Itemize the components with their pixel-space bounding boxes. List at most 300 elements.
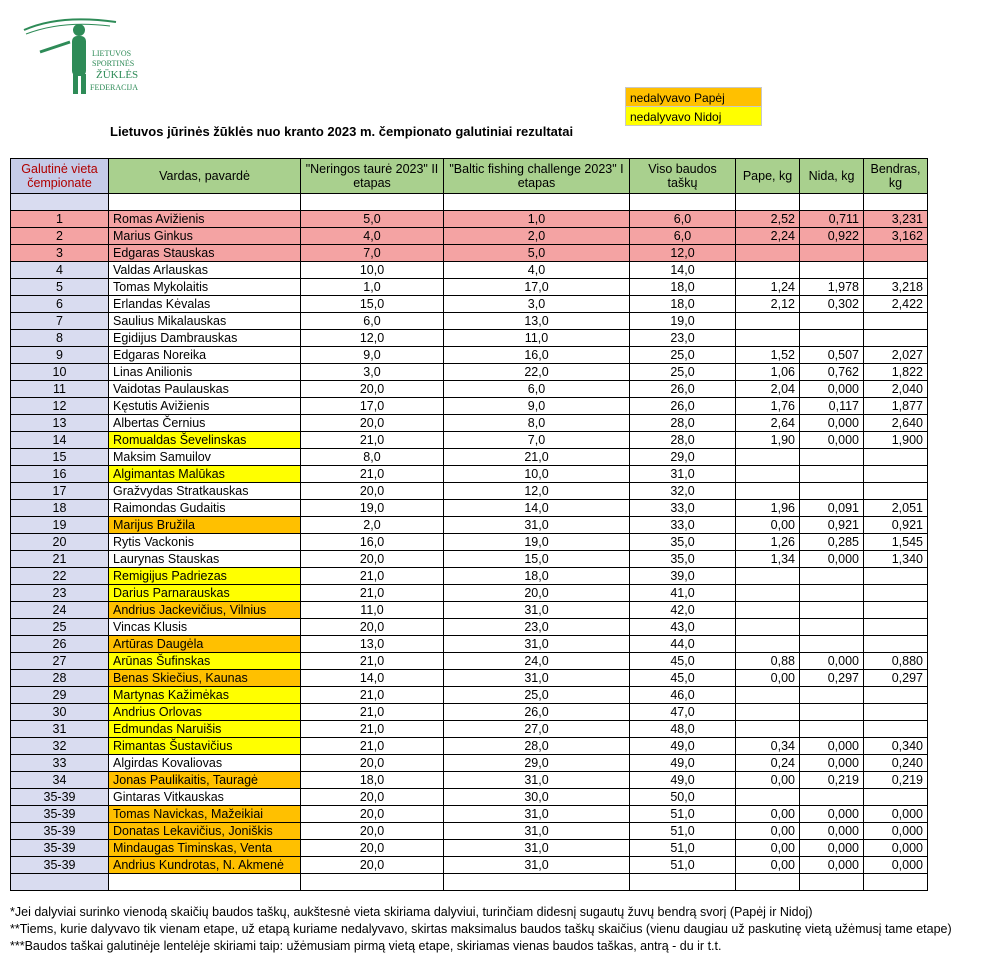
stage2-cell: 3,0 (301, 364, 444, 381)
total-kg-cell (864, 721, 928, 738)
table-row (11, 619, 928, 636)
name-cell: Edgaras Stauskas (109, 245, 301, 262)
table-row (11, 789, 928, 806)
total-points-cell: 51,0 (630, 823, 736, 840)
place-cell: 12 (11, 398, 109, 415)
table-row (11, 857, 928, 874)
total-kg-cell (864, 585, 928, 602)
stage1-cell: 31,0 (444, 823, 630, 840)
stage2-cell: 12,0 (301, 330, 444, 347)
stage1-cell: 1,0 (444, 211, 630, 228)
stage1-cell: 13,0 (444, 313, 630, 330)
place-cell: 20 (11, 534, 109, 551)
total-kg-cell: 1,877 (864, 398, 928, 415)
stage2-cell: 20,0 (301, 551, 444, 568)
name-cell: Edmundas Naruišis (109, 721, 301, 738)
table-row (11, 806, 928, 823)
total-points-cell: 33,0 (630, 517, 736, 534)
stage1-cell: 30,0 (444, 789, 630, 806)
stage1-cell: 31,0 (444, 670, 630, 687)
total-kg-cell: 2,051 (864, 500, 928, 517)
header-total-points: Viso baudos taškų (630, 159, 736, 194)
stage2-cell: 20,0 (301, 415, 444, 432)
pape-cell: 0,00 (736, 840, 800, 857)
pape-cell (736, 721, 800, 738)
place-cell: 17 (11, 483, 109, 500)
stage1-cell: 31,0 (444, 806, 630, 823)
total-kg-cell (864, 568, 928, 585)
total-points-cell: 46,0 (630, 687, 736, 704)
total-points-cell: 39,0 (630, 568, 736, 585)
nida-cell (800, 602, 864, 619)
header-stage1: "Baltic fishing challenge 2023" I etapas (444, 159, 630, 194)
stage2-cell: 20,0 (301, 483, 444, 500)
place-cell: 35-39 (11, 823, 109, 840)
pape-cell (736, 585, 800, 602)
pape-cell: 2,64 (736, 415, 800, 432)
place-cell: 35-39 (11, 789, 109, 806)
header-total-kg: Bendras, kg (864, 159, 928, 194)
stage1-cell: 31,0 (444, 517, 630, 534)
name-cell: Linas Anilionis (109, 364, 301, 381)
stage1-cell: 14,0 (444, 500, 630, 517)
stage1-cell: 7,0 (444, 432, 630, 449)
place-cell: 10 (11, 364, 109, 381)
stage2-cell: 21,0 (301, 432, 444, 449)
total-points-cell: 35,0 (630, 551, 736, 568)
total-kg-cell (864, 789, 928, 806)
footnote-2: **Tiems, kurie dalyvavo tik vienam etape, už etapą kuriame nedalyvavo, skirtas maksimalus baudos taškų skaičius (vienu daugiau už paskutinę vietą užėmusį tame etape) (10, 922, 952, 936)
pape-cell (736, 619, 800, 636)
place-cell: 24 (11, 602, 109, 619)
total-kg-cell: 1,822 (864, 364, 928, 381)
header-row (11, 159, 928, 194)
results-table (10, 158, 928, 891)
total-points-cell: 51,0 (630, 806, 736, 823)
total-points-cell: 6,0 (630, 228, 736, 245)
place-cell: 31 (11, 721, 109, 738)
table-row (11, 398, 928, 415)
pape-cell: 1,96 (736, 500, 800, 517)
stage2-cell: 20,0 (301, 619, 444, 636)
legend-yellow: nedalyvavo Nidoj (625, 106, 762, 126)
stage2-cell: 19,0 (301, 500, 444, 517)
table-row (11, 704, 928, 721)
logo-text-3: ŽŪKLĖS (96, 69, 139, 81)
footnotes (10, 904, 1000, 955)
stage2-cell: 11,0 (301, 602, 444, 619)
pape-cell (736, 704, 800, 721)
stage1-cell: 24,0 (444, 653, 630, 670)
total-kg-cell (864, 313, 928, 330)
stage2-cell: 15,0 (301, 296, 444, 313)
nida-cell: 0,000 (800, 755, 864, 772)
total-points-cell: 28,0 (630, 415, 736, 432)
pape-cell: 0,24 (736, 755, 800, 772)
total-points-cell: 12,0 (630, 245, 736, 262)
pape-cell (736, 262, 800, 279)
name-cell: Egidijus Dambrauskas (109, 330, 301, 347)
name-cell: Edgaras Noreika (109, 347, 301, 364)
pape-cell (736, 483, 800, 500)
stage1-cell: 12,0 (444, 483, 630, 500)
header-place: Galutinė vieta čempionate (11, 159, 109, 194)
total-kg-cell: 0,240 (864, 755, 928, 772)
name-cell: Laurynas Stauskas (109, 551, 301, 568)
nida-cell: 0,302 (800, 296, 864, 313)
total-points-cell: 29,0 (630, 449, 736, 466)
stage2-cell: 21,0 (301, 704, 444, 721)
stage2-cell: 14,0 (301, 670, 444, 687)
place-cell: 19 (11, 517, 109, 534)
name-cell: Martynas Kažimėkas (109, 687, 301, 704)
total-kg-cell (864, 602, 928, 619)
table-row (11, 670, 928, 687)
pape-cell: 1,06 (736, 364, 800, 381)
stage1-cell: 18,0 (444, 568, 630, 585)
nida-cell: 0,000 (800, 840, 864, 857)
table-row (11, 687, 928, 704)
nida-cell: 0,219 (800, 772, 864, 789)
total-kg-cell: 0,000 (864, 823, 928, 840)
pape-cell: 2,12 (736, 296, 800, 313)
stage1-cell: 22,0 (444, 364, 630, 381)
stage2-cell: 20,0 (301, 840, 444, 857)
stage1-cell: 25,0 (444, 687, 630, 704)
name-cell: Artūras Daugėla (109, 636, 301, 653)
nida-cell: 0,507 (800, 347, 864, 364)
nida-cell: 0,000 (800, 415, 864, 432)
place-cell: 25 (11, 619, 109, 636)
name-cell: Mindaugas Timinskas, Venta (109, 840, 301, 857)
total-points-cell: 26,0 (630, 381, 736, 398)
total-kg-cell: 0,000 (864, 857, 928, 874)
total-kg-cell: 2,422 (864, 296, 928, 313)
place-cell: 27 (11, 653, 109, 670)
name-cell: Romas Avižienis (109, 211, 301, 228)
header-pape: Pape, kg (736, 159, 800, 194)
table-row (11, 721, 928, 738)
nida-cell (800, 483, 864, 500)
nida-cell: 0,117 (800, 398, 864, 415)
stage1-cell: 31,0 (444, 772, 630, 789)
name-cell: Valdas Arlauskas (109, 262, 301, 279)
place-cell: 33 (11, 755, 109, 772)
name-cell: Arūnas Šufinskas (109, 653, 301, 670)
pape-cell: 0,00 (736, 806, 800, 823)
place-cell: 34 (11, 772, 109, 789)
nida-cell (800, 262, 864, 279)
pape-cell (736, 602, 800, 619)
total-points-cell: 51,0 (630, 857, 736, 874)
pape-cell: 0,00 (736, 823, 800, 840)
total-kg-cell (864, 619, 928, 636)
name-cell: Algirdas Kovaliovas (109, 755, 301, 772)
table-row (11, 313, 928, 330)
table-row (11, 534, 928, 551)
place-cell: 3 (11, 245, 109, 262)
total-kg-cell: 2,027 (864, 347, 928, 364)
pape-cell (736, 330, 800, 347)
total-points-cell: 33,0 (630, 500, 736, 517)
name-cell: Vaidotas Paulauskas (109, 381, 301, 398)
nida-cell (800, 619, 864, 636)
nida-cell: 0,000 (800, 551, 864, 568)
pape-cell (736, 568, 800, 585)
pape-cell (736, 466, 800, 483)
table-row (11, 330, 928, 347)
stage2-cell: 6,0 (301, 313, 444, 330)
stage1-cell: 31,0 (444, 840, 630, 857)
pape-cell: 1,26 (736, 534, 800, 551)
nida-cell: 0,297 (800, 670, 864, 687)
name-cell: Albertas Černius (109, 415, 301, 432)
pape-cell: 0,00 (736, 517, 800, 534)
pape-cell: 1,76 (736, 398, 800, 415)
pape-cell: 0,00 (736, 772, 800, 789)
total-points-cell: 42,0 (630, 602, 736, 619)
stage1-cell: 27,0 (444, 721, 630, 738)
spacer-row-top (11, 194, 928, 211)
total-points-cell: 43,0 (630, 619, 736, 636)
name-cell: Andrius Orlovas (109, 704, 301, 721)
table-row (11, 636, 928, 653)
total-kg-cell: 0,921 (864, 517, 928, 534)
name-cell: Algimantas Malūkas (109, 466, 301, 483)
total-points-cell: 28,0 (630, 432, 736, 449)
stage1-cell: 26,0 (444, 704, 630, 721)
nida-cell: 0,091 (800, 500, 864, 517)
name-cell: Gintaras Vitkauskas (109, 789, 301, 806)
nida-cell: 0,711 (800, 211, 864, 228)
place-cell: 7 (11, 313, 109, 330)
header-stage2: "Neringos taurė 2023" II etapas (301, 159, 444, 194)
stage1-cell: 3,0 (444, 296, 630, 313)
total-points-cell: 49,0 (630, 772, 736, 789)
stage1-cell: 29,0 (444, 755, 630, 772)
stage2-cell: 21,0 (301, 585, 444, 602)
stage1-cell: 15,0 (444, 551, 630, 568)
pape-cell: 2,04 (736, 381, 800, 398)
place-cell: 14 (11, 432, 109, 449)
nida-cell: 0,922 (800, 228, 864, 245)
name-cell: Vincas Klusis (109, 619, 301, 636)
place-cell: 9 (11, 347, 109, 364)
pape-cell (736, 449, 800, 466)
table-row (11, 568, 928, 585)
stage1-cell: 17,0 (444, 279, 630, 296)
stage2-cell: 21,0 (301, 653, 444, 670)
name-cell: Donatas Lekavičius, Joniškis (109, 823, 301, 840)
total-kg-cell: 0,000 (864, 840, 928, 857)
total-kg-cell: 0,340 (864, 738, 928, 755)
table-row (11, 517, 928, 534)
stage1-cell: 23,0 (444, 619, 630, 636)
place-cell: 35-39 (11, 840, 109, 857)
stage2-cell: 20,0 (301, 755, 444, 772)
place-cell: 11 (11, 381, 109, 398)
stage2-cell: 20,0 (301, 381, 444, 398)
total-points-cell: 49,0 (630, 738, 736, 755)
stage1-cell: 10,0 (444, 466, 630, 483)
pape-cell: 1,24 (736, 279, 800, 296)
place-cell: 15 (11, 449, 109, 466)
total-points-cell: 49,0 (630, 755, 736, 772)
table-row (11, 415, 928, 432)
stage2-cell: 7,0 (301, 245, 444, 262)
total-points-cell: 45,0 (630, 653, 736, 670)
place-cell: 5 (11, 279, 109, 296)
table-row (11, 602, 928, 619)
total-points-cell: 45,0 (630, 670, 736, 687)
total-points-cell: 31,0 (630, 466, 736, 483)
stage1-cell: 31,0 (444, 857, 630, 874)
federation-logo (20, 12, 148, 104)
nida-cell: 0,762 (800, 364, 864, 381)
nida-cell: 0,000 (800, 381, 864, 398)
stage1-cell: 9,0 (444, 398, 630, 415)
table-row (11, 279, 928, 296)
footnote-1: *Jei dalyviai surinko vienodą skaičių baudos taškų, aukštesnė vieta skiriama dalyviui, turinčiam didesnį sugautų žuvų bendrą svorį (Papėj ir Nidoj) (10, 905, 813, 919)
total-points-cell: 44,0 (630, 636, 736, 653)
stage1-cell: 5,0 (444, 245, 630, 262)
table-row (11, 364, 928, 381)
name-cell: Rytis Vackonis (109, 534, 301, 551)
place-cell: 21 (11, 551, 109, 568)
place-cell: 13 (11, 415, 109, 432)
name-cell: Raimondas Gudaitis (109, 500, 301, 517)
total-kg-cell: 0,880 (864, 653, 928, 670)
total-kg-cell: 3,218 (864, 279, 928, 296)
pape-cell: 0,88 (736, 653, 800, 670)
name-cell: Benas Skiečius, Kaunas (109, 670, 301, 687)
total-points-cell: 47,0 (630, 704, 736, 721)
total-points-cell: 48,0 (630, 721, 736, 738)
page-title: Lietuvos jūrinės žūklės nuo kranto 2023 m. čempionato galutiniai rezultatai (110, 124, 574, 139)
place-cell: 4 (11, 262, 109, 279)
nida-cell (800, 449, 864, 466)
pape-cell: 0,00 (736, 857, 800, 874)
place-cell: 2 (11, 228, 109, 245)
nida-cell (800, 636, 864, 653)
name-cell: Andrius Jackevičius, Vilnius (109, 602, 301, 619)
place-cell: 6 (11, 296, 109, 313)
name-cell: Marijus Bružila (109, 517, 301, 534)
stage2-cell: 16,0 (301, 534, 444, 551)
stage2-cell: 20,0 (301, 806, 444, 823)
table-row (11, 296, 928, 313)
stage2-cell: 20,0 (301, 789, 444, 806)
stage2-cell: 5,0 (301, 211, 444, 228)
pape-cell: 2,24 (736, 228, 800, 245)
total-kg-cell (864, 262, 928, 279)
stage2-cell: 2,0 (301, 517, 444, 534)
stage2-cell: 18,0 (301, 772, 444, 789)
table-row (11, 381, 928, 398)
pape-cell: 1,52 (736, 347, 800, 364)
pape-cell (736, 313, 800, 330)
name-cell: Maksim Samuilov (109, 449, 301, 466)
name-cell: Rimantas Šustavičius (109, 738, 301, 755)
total-kg-cell (864, 704, 928, 721)
nida-cell (800, 585, 864, 602)
stage2-cell: 20,0 (301, 823, 444, 840)
pape-cell (736, 245, 800, 262)
total-kg-cell (864, 687, 928, 704)
total-points-cell: 6,0 (630, 211, 736, 228)
table-row (11, 585, 928, 602)
total-kg-cell: 1,545 (864, 534, 928, 551)
table-row (11, 755, 928, 772)
table-row (11, 738, 928, 755)
nida-cell: 0,000 (800, 857, 864, 874)
nida-cell (800, 704, 864, 721)
name-cell: Darius Parnarauskas (109, 585, 301, 602)
table-row (11, 449, 928, 466)
pape-cell (736, 687, 800, 704)
place-cell: 22 (11, 568, 109, 585)
table-row (11, 823, 928, 840)
table-row (11, 245, 928, 262)
place-cell: 18 (11, 500, 109, 517)
total-kg-cell: 0,000 (864, 806, 928, 823)
pape-cell (736, 636, 800, 653)
nida-cell: 0,000 (800, 738, 864, 755)
place-cell: 28 (11, 670, 109, 687)
table-row (11, 840, 928, 857)
place-cell: 23 (11, 585, 109, 602)
logo-text-4: FEDERACIJA (90, 83, 139, 92)
total-kg-cell: 0,297 (864, 670, 928, 687)
pape-cell: 0,00 (736, 670, 800, 687)
nida-cell: 0,285 (800, 534, 864, 551)
total-kg-cell (864, 466, 928, 483)
total-kg-cell (864, 245, 928, 262)
stage2-cell: 20,0 (301, 857, 444, 874)
stage1-cell: 28,0 (444, 738, 630, 755)
total-points-cell: 51,0 (630, 840, 736, 857)
nida-cell: 0,921 (800, 517, 864, 534)
name-cell: Kęstutis Avižienis (109, 398, 301, 415)
table-row (11, 551, 928, 568)
name-cell: Gražvydas Stratkauskas (109, 483, 301, 500)
results-body (11, 194, 928, 891)
total-points-cell: 18,0 (630, 296, 736, 313)
total-points-cell: 26,0 (630, 398, 736, 415)
pape-cell: 2,52 (736, 211, 800, 228)
nida-cell (800, 721, 864, 738)
place-cell: 1 (11, 211, 109, 228)
table-row (11, 466, 928, 483)
stage2-cell: 4,0 (301, 228, 444, 245)
place-cell: 26 (11, 636, 109, 653)
nida-cell (800, 568, 864, 585)
nida-cell: 0,000 (800, 823, 864, 840)
nida-cell (800, 687, 864, 704)
total-points-cell: 50,0 (630, 789, 736, 806)
nida-cell (800, 313, 864, 330)
stage1-cell: 16,0 (444, 347, 630, 364)
total-points-cell: 18,0 (630, 279, 736, 296)
pape-cell: 1,90 (736, 432, 800, 449)
name-cell: Andrius Kundrotas, N. Akmenė (109, 857, 301, 874)
name-cell: Marius Ginkus (109, 228, 301, 245)
stage2-cell: 21,0 (301, 721, 444, 738)
pape-cell: 0,34 (736, 738, 800, 755)
total-points-cell: 35,0 (630, 534, 736, 551)
name-cell: Tomas Navickas, Mažeikiai (109, 806, 301, 823)
name-cell: Saulius Mikalauskas (109, 313, 301, 330)
